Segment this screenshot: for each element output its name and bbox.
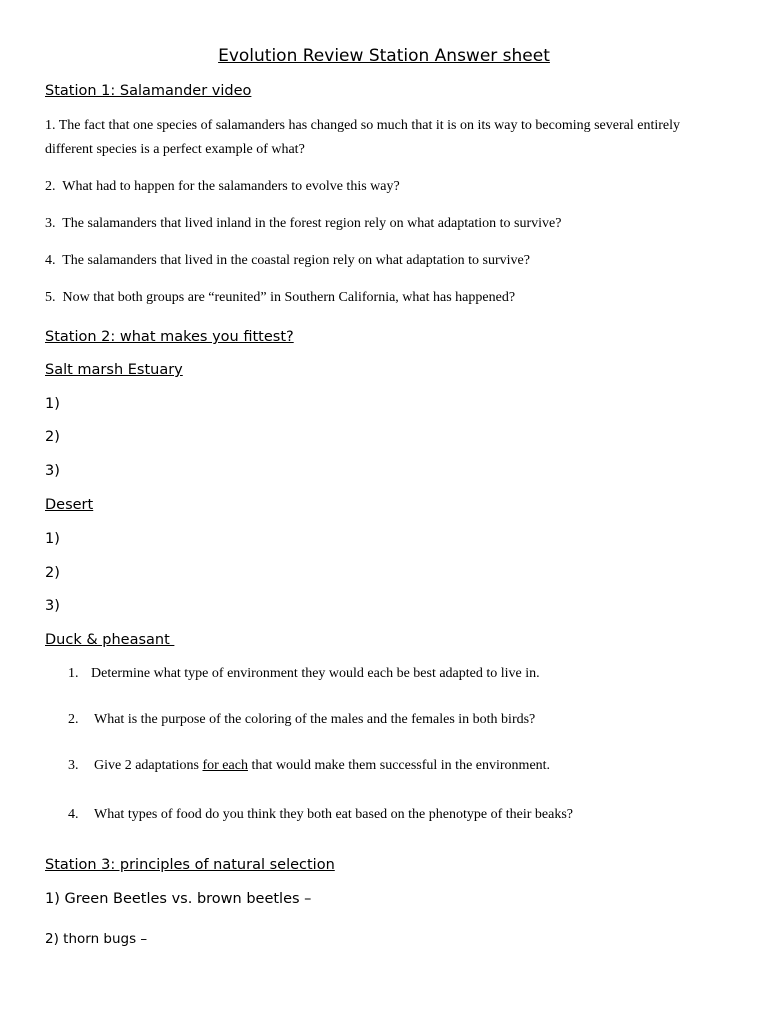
station1-question-3 [45,216,561,232]
duck-question-2 [68,712,535,728]
question-text-emphasis: for each [202,758,248,773]
question-text: Determine what type of environment they would each be best adapted to live in. [91,666,540,681]
duck-question-1 [68,666,540,682]
duck-question-3 [68,758,550,774]
station1-question-5 [45,290,515,306]
question-text: What is the purpose of the coloring of the males and the females in both birds? [94,712,536,727]
question-text: What had to happen for the salamanders to evolve this way? [62,179,400,194]
salt-marsh-item-1: 1) [45,396,60,412]
question-number: 1. [45,118,56,133]
question-text-start: Give 2 adaptations [94,758,203,773]
question-text: The salamanders that lived inland in the forest region rely on what adaptation to survive? [62,216,562,231]
question-number: 4. [68,807,79,822]
desert-item-2: 2) [45,565,60,581]
question-text: Now that both groups are “reunited” in Southern California, what has happened? [62,290,516,305]
duck-question-4 [68,807,573,823]
question-number: 1. [68,666,79,681]
question-number: 3. [68,758,79,773]
question-text: The fact that one species of salamanders has changed so much that it is on its way to becoming several entirely different species is a perfect example of what? [45,118,680,157]
duck-pheasant-heading: Duck & pheasant [45,632,175,648]
question-text: The salamanders that lived in the coastal region rely on what adaptation to survive? [62,253,530,268]
salt-marsh-item-2: 2) [45,429,60,445]
station3-heading: Station 3: principles of natural selection [45,857,335,873]
salt-marsh-heading: Salt marsh Estuary [45,362,183,378]
desert-item-3: 3) [45,598,60,614]
question-number: 4. [45,253,56,268]
question-number: 3. [45,216,56,231]
question-number: 5. [45,290,56,305]
salt-marsh-item-3: 3) [45,463,60,479]
station1-question-4 [45,253,530,269]
page-title: Evolution Review Station Answer sheet [218,46,550,66]
question-number: 2. [68,712,79,727]
desert-item-1: 1) [45,531,60,547]
station2-heading: Station 2: what makes you fittest? [45,329,294,345]
station1-heading: Station 1: Salamander video [45,83,252,99]
question-text-end: that would make them successful in the environment. [247,758,551,773]
desert-heading: Desert [45,497,94,513]
station3-item-1: 1) Green Beetles vs. brown beetles – [45,891,312,907]
station1-question-1 [45,114,685,162]
station3-item-2: 2) thorn bugs – [45,931,148,947]
question-text: What types of food do you think they both eat based on the phenotype of their beaks? [94,807,573,822]
question-number: 2. [45,179,56,194]
station1-question-2 [45,179,400,195]
